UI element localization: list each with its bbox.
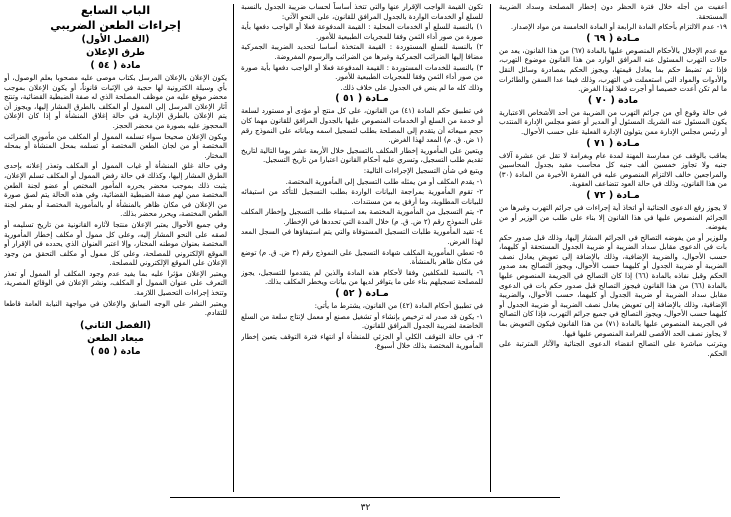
paragraph: تكون القيمة الواجب الإقرار عنها والتي تتخذ أساساً لحساب ضريبة الجدول بالنسبة للسلع أو الخدمات الواردة بالجدول المرافق للقانون، على النحو الآتي:: [241, 2, 483, 21]
paragraph: ويترتب مباشرة على التصالح انقضاء الدعوى الجنائية والآثار المترتبة على الحكم.: [499, 339, 727, 358]
paragraph: في تطبيق أحكام المادة (٤٢) من القانون، يشترط ما يأتي:: [314, 301, 483, 311]
subsection-heading: (الفصل الثاني): [80, 319, 151, 331]
footer-rule: [170, 497, 560, 498]
paragraph: وللوزير أو من يفوضه التصالح في الجرائم المشار إليها، وذلك قبل صدور حكم بات في الدعوى مقابل سداد الضريبة أو ضريبة الجدول المستحقة أو كليهما، حسب الأحوال، والضريبة الإضافية، وذلك بالإضافة إلى تعويض يعادل نصف الضريبة أو ضريبة الجدول أو كليهما حسب الأحوال، ويجوز التصالح بعد صدور الحكم وقبل نفاذه بالمادة (٦٦) إذا كان التصالح في الجريمة المنصوص عليها بالمادة (٦٦) من هذا القانون فيجوز التصالح قبل صدور حكم بات في الدعوى مقابل سداد الضريبة أو ضريبة الجدول أو كليهما، حسب الأحوال، والضريبة الإضافية، وذلك بالإضافة إلى تعويض يعادل نصف الضريبة أو ضريبة الجدول أو كليهما حسب الأحوال، ويجوز التصالح في جميع جرائم التهرب، فإذا كان التصالح في الجريمة المنصوص عليها بالمادة (٧١) من هذا القانون فيكون التعويض بما لا يجاوز نصف الحد الأقصى للغرامة المنصوص عليها فيها.: [499, 232, 727, 338]
paragraph: ٥- تعطي المأمورية المكلف شهادة التسجيل على النموذج رقم (٣ ض. ق. م) توضع في مكان ظاهر بالمنشأة.: [241, 247, 483, 267]
subsection-heading: (الفصل الأول): [81, 34, 150, 45]
paragraph: ١- يقدم المكلف أو من يمثله طلب التسجيل إلى المأمورية المختصة.: [285, 176, 483, 186]
paragraph: لا يجوز رفع الدعوى الجنائية أو اتخاذ أية إجراءات في جرائم التهرب وغيرها من الجرائم المنصوص عليها في هذا القانون إلا بناء على طلب من الوزير أو من يفوضه.: [499, 202, 727, 232]
article-heading: مـادة ( ٥٢ ): [335, 288, 389, 300]
paragraph: في حالة وقوع أي من جرائم التهرب من الضريبة من أحد الأشخاص الاعتبارية يكون المسئول عنه الشريك المسئول أو المدير أو عضو مجلس الإدارة المنتدب أو رئيس مجلس الإدارة ممن يتولون الإدارة الفعلية على حسب الأحوال.: [499, 107, 727, 136]
paragraph: ويتبع في شأن التسجيل الإجراءات التالية:: [363, 165, 483, 175]
paragraph: ويعتبر الإعلان مؤثرا عليه بما يفيد عدم وجود المكلف أو الممول أو تعذر التعرف على عنوان الممول أو المكلف، ونشر الإعلان في الوقائع المصرية، وتتخذ إجراءات التحصيل اللازمة.: [4, 268, 227, 298]
paragraph: ١٩- عدم الالتزام بأحكام المادة الرابعة أو المادة الخامسة من مواد الإصدار.: [510, 22, 727, 32]
article-heading: مادة ( ٧٠ ): [587, 94, 639, 106]
paragraph: وذلك كله ما لم ينص في الجدول على خلاف ذلك.: [340, 82, 483, 92]
paragraph: ٣) بالنسبة للخدمات المستوردة : القيمة المدفوعة فعلا أو الواجب دفعها بأية صورة من صور أداء الثمن وفقا للمجريات الطبيعية للأمور.: [241, 62, 483, 82]
subsection-heading: طرق الإعلان: [86, 47, 145, 58]
article-heading: مادة ( ٥٥ ): [90, 345, 141, 357]
paragraph: وفي حالة غلق المنشأة أو غياب الممول أو المكلف وتعذر إعلانه بإحدى الطرق المشار إليها، وكذلك في حالة رفض الممول أو المكلف تسلم الإعلان، يثبت ذلك بموجب محضر يحرره المأمور المختص أو عضو لجنة الطعن المختصة ممن لهم صفة الضبطية القضائية، وفي هذه الحالة يتم لصق صورة من الإعلان في مكان ظاهر بالمنشأة أو بالمأمورية المختصة أو بمقر لجنة الطعن المختصة، ويحرر محضر بذلك.: [4, 161, 227, 219]
column-divider-right: [490, 4, 491, 492]
paragraph: ويكون الإعلان صحيحا سواء تسلمه الممول أو المكلف من مأموري الضرائب المختصة أو من لجان الطعن المختصة أو تسلمه بمحل المنشأة أو بمحله المختار.: [4, 131, 227, 160]
page-number: ٣٢: [360, 503, 371, 513]
paragraph: يعاقب بالوقف عن ممارسة المهنة لمدة عام وبغرامة لا تقل عن عشرة آلاف جنيه ولا تجاوز خمسين ألف جنيه كل محاسب مقيد بجدول المحاسبين والمراجعين خالف الالتزام المنصوص عليه في الفقرة الأخيرة من المادة (٣٠) من هذا القانون، وذلك في حالة العود تتضاعف العقوبة.: [499, 150, 727, 189]
article-heading: مـادة ( ٧٢ ): [586, 189, 640, 201]
section-title: إجراءات الطعن الضريبي: [50, 19, 181, 32]
article-heading: مـادة ( ٥١ ): [335, 93, 389, 105]
paragraph: ٢) بالنسبة للسلع المستوردة : القيمة المتخذة أساسا لتحديد الضريبة الجمركية مضافا إليها الضرائب الجمركية وغيرها من الضرائب والرسوم المفروضة.: [241, 42, 483, 61]
paragraph: يكون الإعلان بالإعلان المرسل بكتاب موصى عليه مصحوبا بعلم الوصول، أو بأي وسيلة الكترونية لها حجية في الإثبات قانوناً، أو يكون الإعلان بموجب محضر موقع عليه من موظف المصلحة الذي له صفة الضبطية القضائية، وتنتج آثار الإعلان المرسل إلى الممول أو المكلف بالطرق المشار إليها، ويجوز أن يتم الإعلان بالطرق الإدارية في حالة إغلاق المنشأة أو إذا كان الإعلان المحجوز عليه بصورة من محضر الحجز.: [4, 73, 227, 130]
paragraph: مع عدم الإخلال بالأحكام المنصوص عليها بالمادة (٦٧) من هذا القانون، يعد من حالات التهرب المسئول عنه المرافق الوارد من هذا القانون موضوع التهرب، فإذا تم تضبط حكم بما يعادل قيمتها، ويجوز الحكم بمصادرة وسائل النقل والأدوات والمواد التي استعملت في التهرب، وذلك فيما عدا السفن والطائرات ما لم تكن أعدت خصيصا أو أجرت فعلا لهذا الغرض.: [499, 45, 727, 94]
paragraph: أعفيت من أجله خلال فترة الحظر دون إخطار المصلحة وسداد الضريبة المستحقة.: [499, 2, 727, 21]
paragraph: ويتعين على المأمورية إخطار المكلف بالتسجيل خلال الأربعة عشر يوما التالية لتاريخ تقديم طلب التسجيل، وتسري عليه أحكام القانون اعتبارا من تاريخ التسجيل.: [241, 145, 483, 165]
text-column-middle: [241, 2, 483, 494]
document-page: [4, 2, 727, 496]
paragraph: ١- يكون قد صدر له ترخيص بإنشاء أو تشغيل مصنع أو معمل لإنتاج سلعة من السلع الخاضعة لضريبة الجدول المرافق للقانون.: [241, 311, 483, 331]
paragraph: في تطبيق حكم المادة (٤١) من القانون، على كل منتج أو مؤدى أو مستورد لسلعة أو خدمة من السلع أو الخدمات المنصوص عليها بالجدول المرافق للقانون مهما كان حجم مبيعاته أن يتقدم إلى المصلحة بطلب لتسجيل اسمه وبياناته على النموذج رقم (١ ض. ق. م) المعد لهذا الغرض.: [241, 106, 483, 145]
article-heading: مـادة ( ٦٩ ): [586, 32, 640, 44]
paragraph: وفي جميع الأحوال يعتبر الإعلان منتجا لآثاره القانونية من تاريخ تسليمه أو لصقه على النحو المشار إليه، وعلى كل ممول أو مكلف إخطار المأمورية المختصة بعنوان موطنه المختار، وإلا اعتبر العنوان الذي يحدده في الإقرار أو الموقع الإلكتروني للمصلحة، وعلى كل ممول أو مكلف التحقق من وجود الإعلان على الموقع الإلكتروني للمصلحة.: [4, 219, 227, 268]
text-column-right: [499, 2, 727, 494]
chapter-heading: الباب السابع: [80, 3, 151, 17]
paragraph: ٣- يتم التسجيل من المأمورية المختصة بعد استيفاء طلب التسجيل وإخطار المكلف على النموذج رقم (٢ ض. ق. م) خلال المدة التي تحددها في الإخطار.: [241, 207, 483, 226]
article-heading: مادة ( ٥٤ ): [90, 60, 141, 71]
text-column-left: [4, 2, 227, 494]
paragraph: ويعتبر النشر على الوجه السابق والإعلان في مواجهة النيابة العامة قاطعا للتقادم.: [4, 298, 227, 318]
paragraph: ١) بالنسبة للسلع أو الخدمات المحلية : القيمة المدفوعة فعلا أو الواجب دفعها بأية صورة من صور أداء الثمن وفقا للمجريات الطبيعية للأمور.: [241, 22, 483, 41]
paragraph: ٢- في حالة التوقف الكلي أو الجزئي للمنشأة أو انتهاء فترة التوقف يتعين إخطار المأمورية المختصة بذلك خلال أسبوع.: [241, 331, 483, 351]
article-heading: مـادة ( ٧١ ): [586, 137, 640, 149]
paragraph: ٦- بالنسبة للمكلفين وفقا لأحكام هذه المادة والذين لم يتقدموا للتسجيل، يجوز للمصلحة تسجيلهم بناء على ما يتوافر لديها من بيانات ويخطر المكلف بذلك.: [241, 267, 483, 287]
column-divider-left: [233, 4, 234, 492]
subsection-heading: ميعاد الطعن: [87, 332, 144, 344]
paragraph: ٢- تقوم المأمورية بمراجعة البيانات الواردة بطلب التسجيل للتأكد من استيفائه للبيانات المطلوبة، وما أرفق به من مستندات.: [241, 187, 483, 206]
paragraph: ٤- تقيد المأمورية طلبات التسجيل المستوفاة والتي يتم استيفاؤها في السجل المعد لهذا الغرض.: [241, 227, 483, 247]
